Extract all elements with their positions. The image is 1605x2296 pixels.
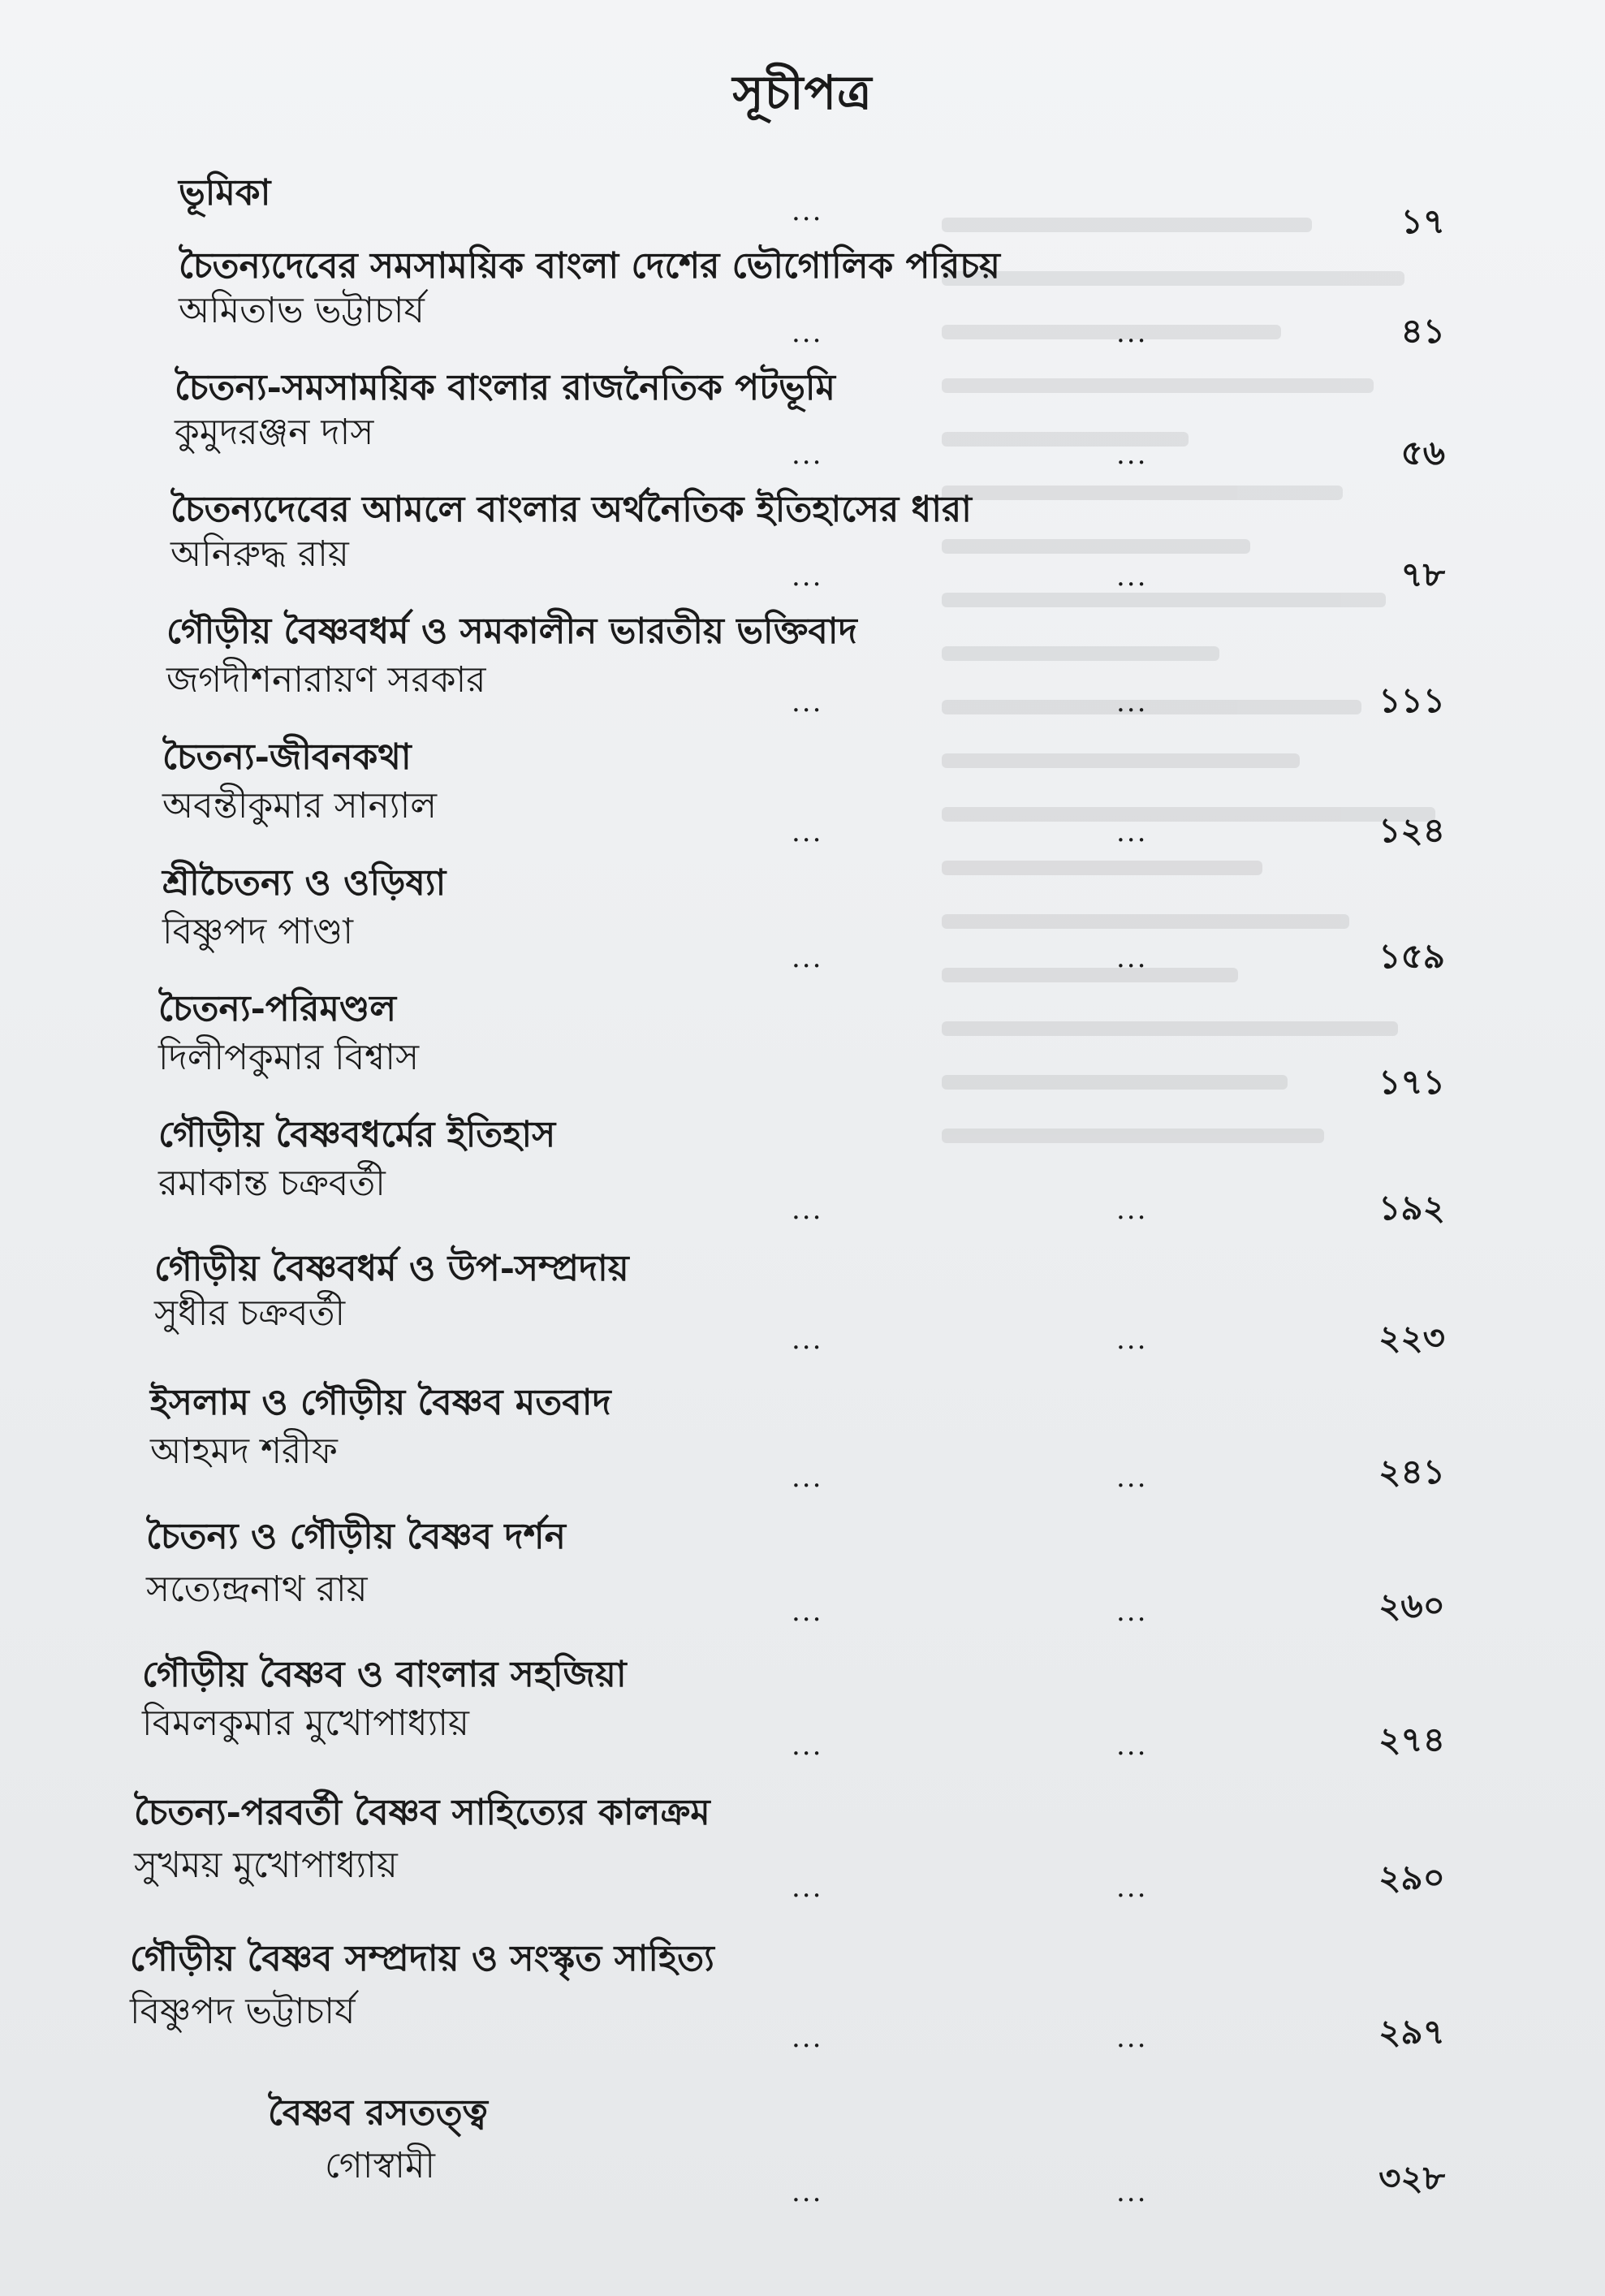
leader-dots: ... [1116, 2176, 1148, 2208]
toc-entry-page-number: ১৭ [1400, 201, 1445, 241]
leader-dots: ... [1116, 1729, 1148, 1762]
toc-entry-page-number: ১৫৯ [1378, 936, 1445, 976]
leader-dots: ... [1116, 1871, 1148, 1904]
leader-dots: ... [792, 1323, 823, 1356]
toc-entry-page-number: ১২৪ [1378, 810, 1445, 850]
toc-entry-page-number: ২২৩ [1378, 1318, 1445, 1357]
toc-entry-title: গৌড়ীয় বৈষ্ণব ও বাংলার সহজিয়া [142, 1654, 627, 1695]
leader-dots: ... [1116, 2022, 1148, 2054]
toc-entry-author: গোস্বামী [325, 2145, 436, 2186]
leader-dots: ... [1116, 1595, 1148, 1628]
leader-dots: ... [792, 1595, 823, 1628]
toc-entry-title: চৈতন্য-জীবনকথা [162, 736, 412, 778]
toc-entry-title: শ্রীচৈতন্য ও ওড়িষ্যা [162, 862, 447, 904]
toc-entry-author: সুধীর চক্রবর্তী [154, 1293, 346, 1334]
leader-dots: ... [792, 686, 823, 719]
leader-dots: ... [792, 195, 823, 227]
toc-entry-page-number: ৪১ [1400, 311, 1445, 351]
toc-entry-author: অনিরুদ্ধ রায় [170, 533, 349, 575]
toc-entry-page-number: ২৪১ [1378, 1452, 1445, 1491]
leader-dots: ... [1116, 1461, 1148, 1494]
toc-entry-page-number: ২৬০ [1378, 1586, 1445, 1625]
leader-dots: ... [792, 2176, 823, 2208]
toc-entry-author: সত্যেন্দ্রনাথ রায় [146, 1569, 368, 1610]
toc-entry-title: গৌড়ীয় বৈষ্ণবধর্মের ইতিহাস [158, 1114, 556, 1155]
toc-entry-title: বৈষ্ণব রসতত্ত্ব [268, 2092, 488, 2134]
leader-dots: ... [1116, 816, 1148, 848]
leader-dots: ... [792, 317, 823, 349]
toc-entry-author: অবন্তীকুমার সান্যাল [162, 785, 438, 826]
toc-entry-title: চৈতন্য-পরবর্তী বৈষ্ণব সাহিত্যের কালক্রম [134, 1792, 710, 1833]
toc-entry-author: অমিতাভ ভট্টাচার্য [179, 290, 425, 331]
leader-dots: ... [792, 1461, 823, 1494]
toc-entry-title: চৈতন্য-সমসাময়িক বাংলার রাজনৈতিক পটভূমি [175, 367, 835, 408]
toc-entry-page-number: ৩২৮ [1378, 2158, 1445, 2198]
toc-entry-author: রমাকান্ত চক্রবর্তী [158, 1163, 386, 1204]
toc-entry-author: বিষ্ণুপদ ভট্টাচার্য [130, 1991, 356, 2032]
toc-entry-title: চৈতন্য ও গৌড়ীয় বৈষ্ণব দর্শন [146, 1516, 566, 1557]
toc-entry-author: বিমলকুমার মুখোপাধ্যায় [142, 1703, 469, 1744]
toc-entry-author: সুখময় মুখোপাধ্যায় [134, 1845, 398, 1886]
toc-entry-page-number: ২৯৭ [1378, 2012, 1445, 2052]
bleed-through-text [942, 179, 1559, 1802]
leader-dots: ... [792, 438, 823, 471]
toc-entry-title: গৌড়ীয় বৈষ্ণবধর্ম ও সমকালীন ভারতীয় ভক্তিবাদ [166, 611, 857, 652]
toc-entry-page-number: ১৯২ [1378, 1188, 1445, 1228]
leader-dots: ... [1116, 686, 1148, 719]
toc-entry-author: বিষ্ণুপদ পাণ্ডা [162, 911, 353, 952]
leader-dots: ... [792, 816, 823, 848]
leader-dots: ... [1116, 560, 1148, 593]
toc-entry-title: ভূমিকা [179, 172, 271, 214]
toc-entry-page-number: ৭৮ [1400, 555, 1445, 594]
toc-entry-title: চৈতন্য-পরিমণ্ডল [158, 988, 397, 1029]
toc-entry-author: দিলীপকুমার বিশ্বাস [158, 1037, 420, 1078]
leader-dots: ... [1116, 317, 1148, 349]
toc-entry-page-number: ২৭৪ [1378, 1720, 1445, 1759]
leader-dots: ... [1116, 1323, 1148, 1356]
leader-dots: ... [792, 1729, 823, 1762]
leader-dots: ... [792, 1871, 823, 1904]
leader-dots: ... [1116, 438, 1148, 471]
toc-entry-title: চৈতন্যদেবের আমলে বাংলার অর্থনৈতিক ইতিহাসের ধারা [170, 489, 972, 530]
toc-entry-title: গৌড়ীয় বৈষ্ণবধর্ম ও উপ-সম্প্রদায় [154, 1248, 629, 1289]
toc-entry-author: জগদীশনারায়ণ সরকার [166, 659, 486, 701]
leader-dots: ... [792, 2022, 823, 2054]
toc-entry-title: গৌড়ীয় বৈষ্ণব সম্প্রদায় ও সংস্কৃত সাহিত্য [130, 1938, 714, 1979]
toc-entry-page-number: ৫৬ [1400, 433, 1445, 473]
leader-dots: ... [792, 560, 823, 593]
leader-dots: ... [792, 942, 823, 974]
toc-entry-author: কুমুদরঞ্জন দাস [175, 412, 374, 453]
toc-entry-author: আহমদ শরীফ [150, 1431, 338, 1472]
toc-entry-title: ইসলাম ও গৌড়ীয় বৈষ্ণব মতবাদ [150, 1382, 611, 1423]
leader-dots: ... [1116, 1193, 1148, 1226]
toc-entry-page-number: ২৯০ [1378, 1858, 1445, 1897]
page-title: সূচীপত্র [732, 65, 873, 120]
leader-dots: ... [792, 1193, 823, 1226]
leader-dots: ... [1116, 942, 1148, 974]
toc-entry-title: চৈতন্যদেবের সমসাময়িক বাংলা দেশের ভৌগোলিক পরিচয় [179, 245, 1000, 287]
toc-entry-page-number: ১১১ [1378, 680, 1445, 720]
toc-entry-page-number: ১৭১ [1378, 1062, 1445, 1102]
